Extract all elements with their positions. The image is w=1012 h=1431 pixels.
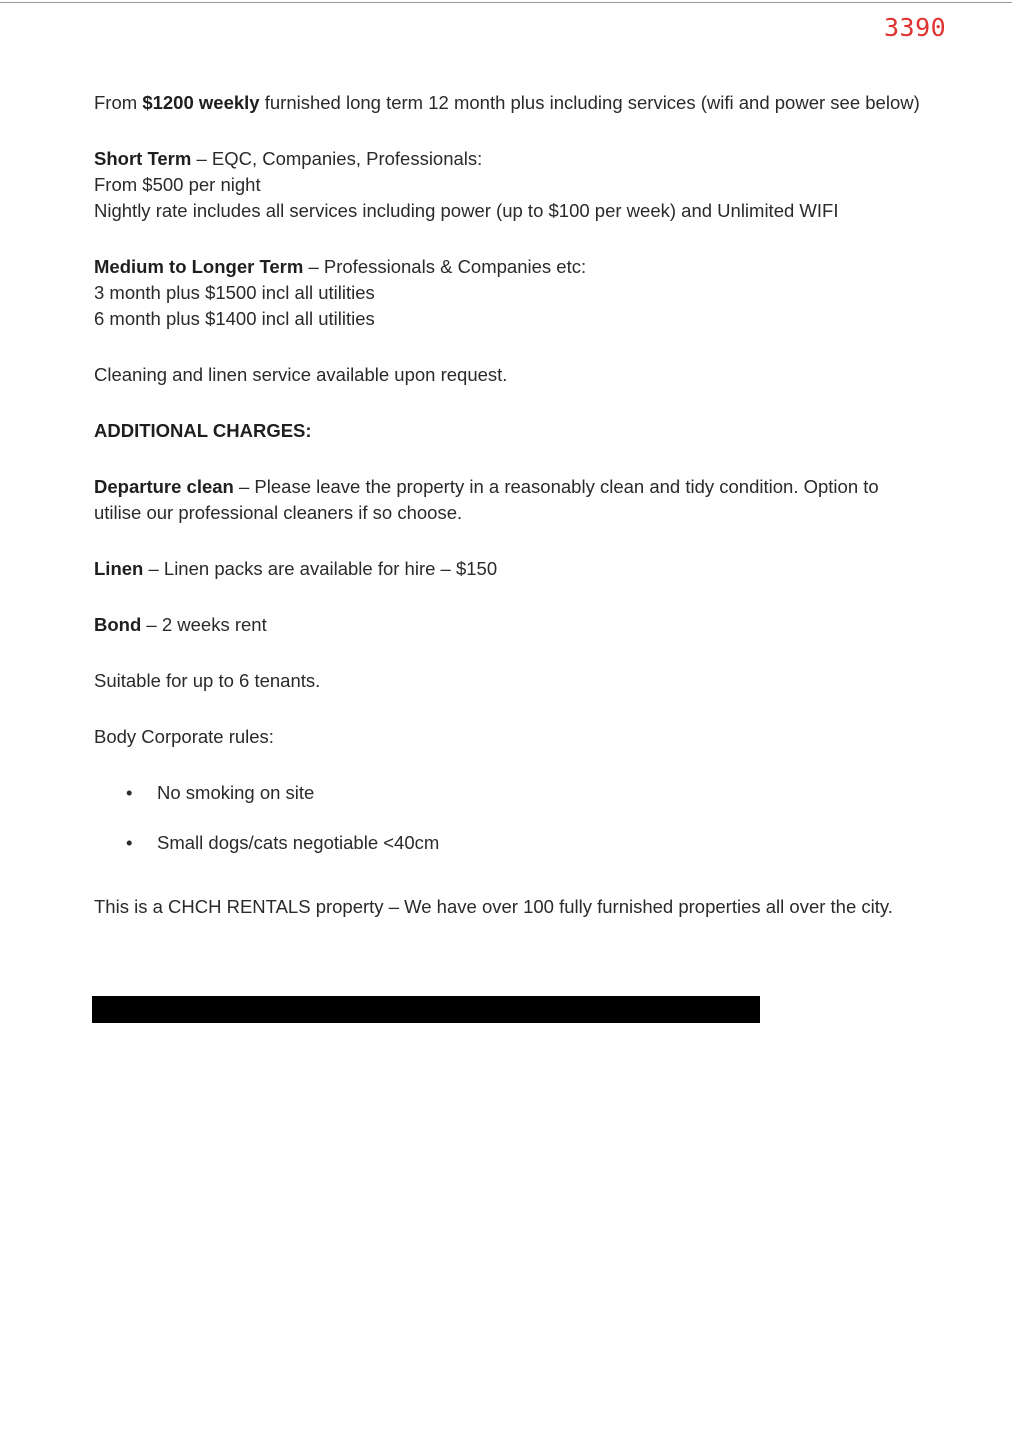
document-body bbox=[94, 90, 924, 920]
page-number-stamp: 3390 bbox=[884, 13, 947, 42]
intro-prefix: From bbox=[94, 92, 143, 113]
linen-charge bbox=[94, 556, 924, 582]
short-term-heading-suffix: – EQC, Companies, Professionals: bbox=[191, 148, 483, 169]
linen-label: Linen bbox=[94, 558, 144, 579]
suitability-note: Suitable for up to 6 tenants. bbox=[94, 670, 321, 691]
bullet-icon: • bbox=[126, 832, 133, 853]
bond-charge bbox=[94, 612, 924, 638]
additional-charges-heading: ADDITIONAL CHARGES: bbox=[94, 420, 312, 441]
intro-suffix: furnished long term 12 month plus including services (wifi and power see below) bbox=[259, 92, 920, 113]
bullet-icon: • bbox=[126, 782, 133, 803]
footer-note: This is a CHCH RENTALS property – We have over 100 fully furnished properties all over the city. bbox=[94, 896, 893, 917]
list-item bbox=[94, 780, 924, 806]
medium-term-line: 3 month plus $1500 incl all utilities bbox=[94, 282, 375, 303]
short-term-line: From $500 per night bbox=[94, 174, 261, 195]
body-corporate-heading: Body Corporate rules: bbox=[94, 726, 274, 747]
rule-text: Small dogs/cats negotiable <40cm bbox=[157, 832, 440, 853]
redaction-bar bbox=[92, 996, 760, 1023]
bond-text: – 2 weeks rent bbox=[141, 614, 267, 635]
medium-term-line: 6 month plus $1400 incl all utilities bbox=[94, 308, 375, 329]
short-term-section bbox=[94, 146, 924, 224]
list-item bbox=[94, 830, 924, 856]
medium-term-heading-suffix: – Professionals & Companies etc: bbox=[303, 256, 587, 277]
rule-text: No smoking on site bbox=[157, 782, 315, 803]
short-term-heading-line bbox=[94, 146, 924, 172]
body-corporate-rules-list bbox=[94, 780, 924, 856]
departure-clean-text: – Please leave the property in a reasonably clean and tidy condition. Option to utilise our professional cleaners if so choose. bbox=[94, 476, 879, 523]
bond-label: Bond bbox=[94, 614, 142, 635]
short-term-heading: Short Term bbox=[94, 148, 192, 169]
short-term-line: Nightly rate includes all services including power (up to $100 per week) and Unlimited WIFI bbox=[94, 200, 839, 221]
intro-paragraph bbox=[94, 90, 924, 116]
medium-term-heading-line bbox=[94, 254, 924, 280]
medium-term-section bbox=[94, 254, 924, 332]
medium-term-heading: Medium to Longer Term bbox=[94, 256, 304, 277]
departure-clean-label: Departure clean bbox=[94, 476, 234, 497]
departure-clean-charge bbox=[94, 474, 924, 526]
linen-text: – Linen packs are available for hire – $150 bbox=[143, 558, 498, 579]
cleaning-note: Cleaning and linen service available upon request. bbox=[94, 364, 508, 385]
intro-price: $1200 weekly bbox=[142, 92, 260, 113]
top-border-line bbox=[0, 2, 1012, 3]
